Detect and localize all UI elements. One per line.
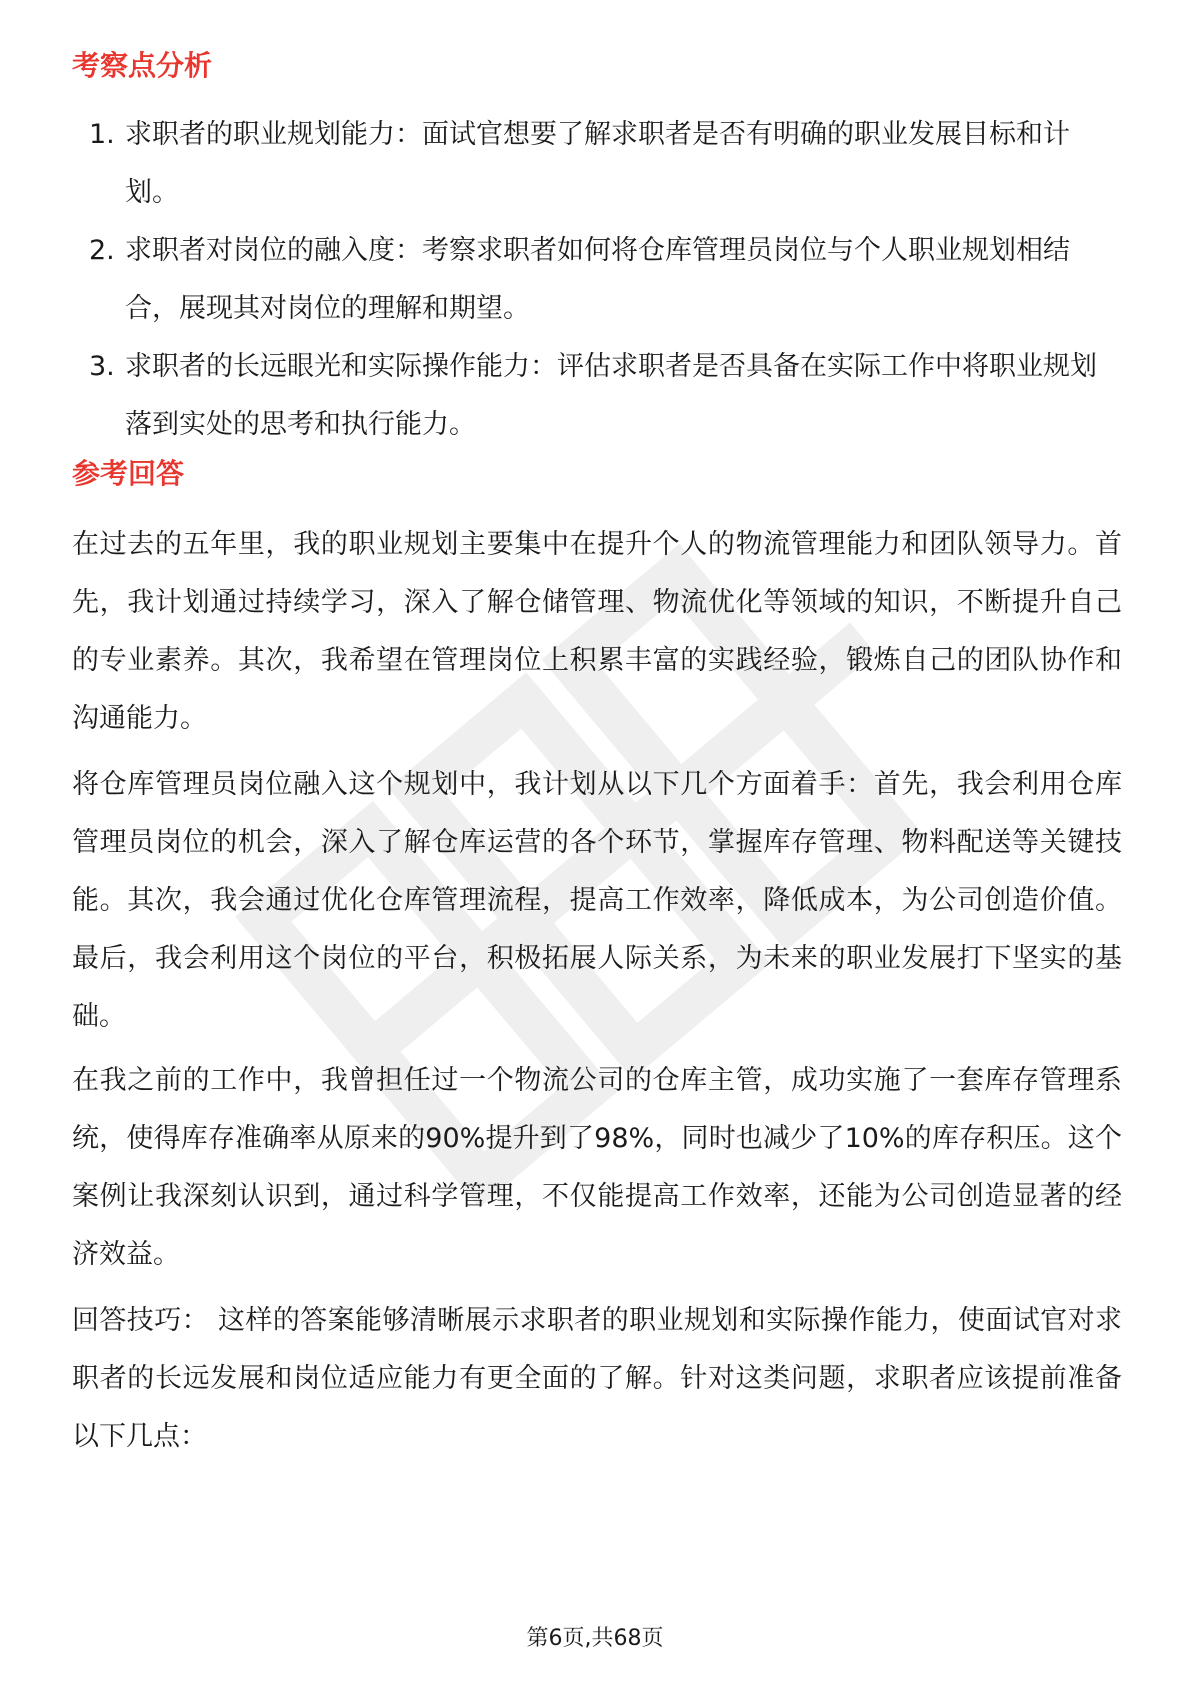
list-item-number: 1. [89, 119, 115, 150]
answer-paragraph: 在过去的五年里，我的职业规划主要集中在提升个人的物流管理能力和团队领导力。首先，我计划通过持续学习，深入了解仓储管理、物流优化等领域的知识，不断提升自己的专业素养。其次，我希望在管理岗位上积累丰富的实践经验，锻炼自己的团队协作和沟通能力。 [72, 529, 1122, 734]
answer-tips-paragraph: 回答技巧： 这样的答案能够清晰展示求职者的职业规划和实际操作能力，使面试官对求职者的长远发展和岗位适应能力有更全面的了解。针对这类问题，求职者应该提前准备以下几点： [72, 1305, 1122, 1452]
section-title-analysis: 考察点分析 [72, 49, 213, 82]
section-title-answer: 参考回答 [72, 457, 185, 490]
list-item [72, 106, 1120, 222]
list-item-number: 3. [89, 351, 115, 382]
answer-paragraph: 将仓库管理员岗位融入这个规划中，我计划从以下几个方面着手：首先，我会利用仓库管理员岗位的机会，深入了解仓库运营的各个环节，掌握库存管理、物料配送等关键技能。其次，我会通过优化仓库管理流程，提高工作效率，降低成本，为公司创造价值。最后，我会利用这个岗位的平台，积极拓展人际关系，为未来的职业发展打下坚实的基础。 [72, 769, 1122, 1032]
list-item-text: 求职者的长远眼光和实际操作能力：评估求职者是否具备在实际工作中将职业规划落到实处的思考和执行能力。 [125, 351, 1097, 440]
list-item [72, 338, 1120, 454]
list-item [72, 222, 1120, 338]
list-item-number: 2. [89, 235, 115, 266]
analysis-list [72, 106, 1120, 454]
list-item-text: 求职者对岗位的融入度：考察求职者如何将仓库管理员岗位与个人职业规划相结合，展现其对岗位的理解和期望。 [125, 235, 1070, 324]
answer-paragraph: 在我之前的工作中，我曾担任过一个物流公司的仓库主管，成功实施了一套库存管理系统，使得库存准确率从原来的90%提升到了98%，同时也减少了10%的库存积压。这个案例让我深刻认识到，通过科学管理，不仅能提高工作效率，还能为公司创造显著的经济效益。 [72, 1065, 1122, 1270]
page-number-footer: 第6页,共68页 [526, 1626, 664, 1651]
list-item-text: 求职者的职业规划能力：面试官想要了解求职者是否有明确的职业发展目标和计划。 [125, 119, 1070, 208]
